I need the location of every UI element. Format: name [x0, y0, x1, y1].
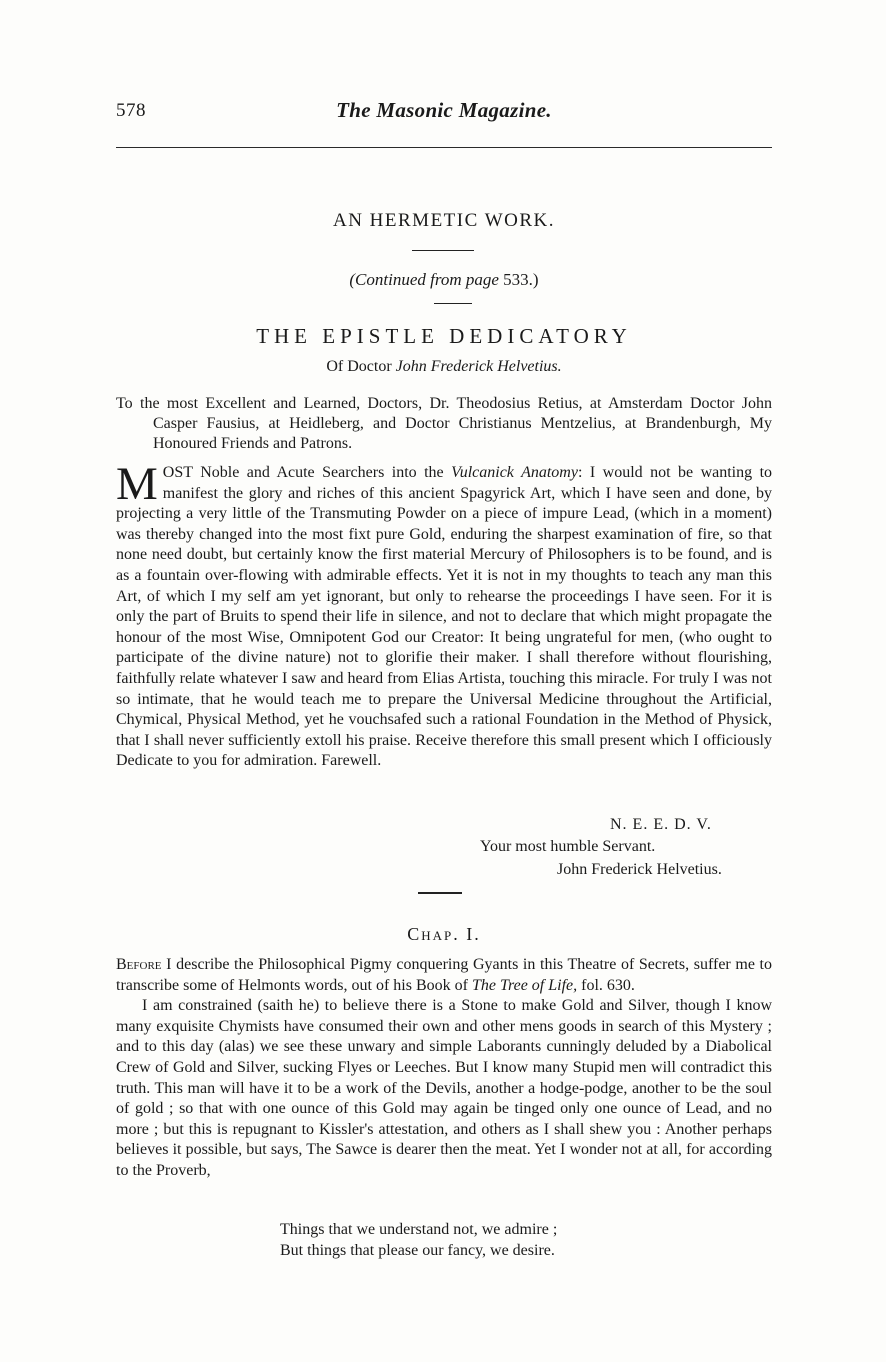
divider-rule — [418, 892, 462, 894]
magazine-title: The Masonic Magazine. — [336, 98, 552, 122]
para1-text-a: I describe the Philosophical Pigmy conquering Gyants in this Theatre of Secrets, suffer me to transcribe some of Helmonts words, out of his Book of — [116, 956, 773, 994]
verse-line-1: Things that we understand not, we admire ; — [280, 1221, 558, 1238]
continued-prefix: (Continued from page — [349, 270, 499, 289]
running-head — [116, 96, 772, 126]
epistle-text-b: : I would not be wanting to manifest the glory and riches of this ancient Spagyrick Art, which I have seen and done, by projecting a very little of the Transmuting Powder on a piece of impure Lead, (which in a moment) was thereby changed into the most fixt pure Gold, enduring the sharpest examination of fire, so that none need doubt, but certainly know the first material Mercury of Philosophers is to be found, and is as a fountain over-flowing with admirable effects. Yet it is not in my thoughts to teach any man this Art, of which I my self am yet ignorant, but only to rehearse the proceedings I have seen. For it is only the part of Bruits to spend their life in silence, and not to declare that which might propagate the honour of the most Wise, Omnipotent God our Creator: It being ungrateful for men, (who ought to participate of the divine nature) not to glorifie their maker. I shall therefore without flourishing, faithfully relate whatever I saw and heard from Elias Artista, touching this miracle. For truly I was not so intimate, that he would teach me to prepare the Universal Medicine throughout the Artificial, Chymical, Physical Method, yet he vouchsafed such a rational Foundation in the Method of Physick, that I shall never sufficiently extoll his praise. Receive therefore this small present which I officiously Dedicate to you for admiration. Farewell. — [116, 464, 773, 770]
para1-text-b: fol. 630. — [581, 976, 635, 994]
closing: Your most humble Servant. — [480, 838, 656, 855]
para1-italic: The Tree of Life, — [471, 976, 578, 994]
epistle-sub-name: John Frederick Helvetius. — [395, 358, 562, 375]
divider-rule — [434, 303, 472, 304]
verse-line-2: But things that please our fancy, we desire. — [280, 1242, 555, 1259]
chapter-body — [116, 955, 772, 1182]
article-title: AN HERMETIC WORK. — [332, 210, 555, 231]
epistle-subtitle — [116, 358, 772, 376]
epistle-body — [116, 458, 773, 772]
initials: N. E. E. D. V. — [610, 816, 712, 833]
dedication-address: To the most Excellent and Learned, Doctors, Dr. Theodosius Retius, at Amsterdam Doctor John Casper Fausius, at Heidleberg, and Doctor Christianus Mentzelius, at Brandenburgh, My Honoured Friends and Patrons. — [116, 395, 772, 452]
lead-word: Before — [116, 956, 162, 973]
epistle-title: THE EPISTLE DEDICATORY — [256, 324, 632, 348]
header-rule — [116, 147, 772, 148]
drop-cap: M — [116, 458, 158, 510]
continued-note — [116, 270, 772, 290]
chapter-heading: Chap. I. — [407, 924, 481, 944]
first-word-rest: OST — [162, 464, 193, 481]
epistle-sub-prefix: Of Doctor — [326, 358, 392, 375]
continued-page: 533.) — [503, 270, 539, 289]
epistle-text-a: Noble and Acute Searchers into the — [200, 464, 444, 481]
divider-rule — [412, 250, 474, 251]
paragraph: I am constrained (saith he) to believe there is a Stone to make Gold and Silver, though I know many exquisite Chymists have consumed their own and other mens goods in search of this Mystery ; and to this day (alas) we see these unwary and simple Laborants cunningly deluded by a Diabolical Crew of Gold and Silver, sucking Flyes or Leeches. But I know many Stupid men will contradict this truth. This man will have it to be a work of the Devils, another a hodge-podge, another to be the soul of gold ; so that with one ounce of this Gold may again be tinged only one ounce of Lead, and no more ; but this is repugnant to Kissler's attestation, and others as I shall shew you : Another perhaps believes it possible, but says, The Sawce is dearer then the meat. Yet I wonder not at all, for according to the Proverb, — [116, 997, 772, 1179]
signature: John Frederick Helvetius. — [557, 861, 722, 878]
page-number: 578 — [116, 100, 146, 121]
epistle-text-italic: Vulcanick Anatomy — [451, 464, 578, 481]
paragraph — [116, 955, 772, 996]
